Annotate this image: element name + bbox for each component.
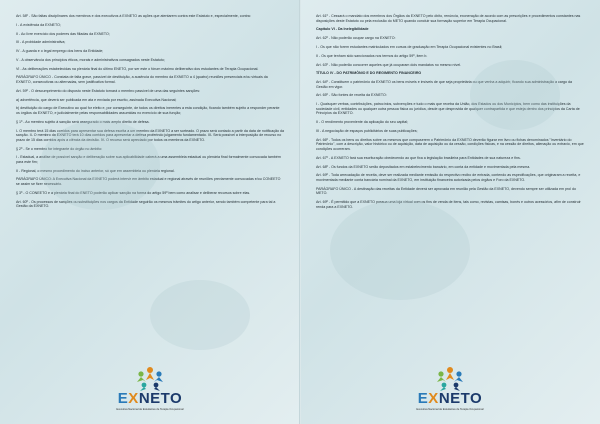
paragraph: I- O membro terá 15 dias corridos para apresentar sua defesa escrita a um membro da EXNETO a ser sorteado. O prazo será contado a partir da data de notificação da sanção. II- O membro da EXNETO terá 10 dias corridos para apresentar a defesa proferindo julgamento fundamentado. III- Será possível a interposição de recurso no prazo de 15 dias corridos após a ciência da decisão. IV- O recurso será apreciado por todos os membros da EXNETO. (16, 128, 285, 142)
paragraph: I - Quaisquer verbas, contribuições, patrocínios, subvenções e tudo o mais que receba da União, dos Estados ou dos Municípios, bem como das instituições da sociedade civil, entidades ou qualquer outra pessoa física ou jurídica, desde que desprovida de qualquer contrapartida e que esteja dentro dos princípios da Carta de Princípios da EXNETO. (316, 102, 580, 116)
logo-people-icon (433, 366, 467, 392)
paragraph: Art. 64º - Constituem o patrimônio da EXNETO os bens móveis e imóveis de que seja proprietária ou que venha a adquirir, ficando sua administração a cargo da Gestão em vigor. (316, 80, 572, 89)
background-stain (150, 280, 250, 350)
page-fold (299, 0, 301, 424)
paragraph: Art. 69º - Toda arrecadação de receita, deve ser realizada mediante emissão do respectivo recibo de entrada, contendo as especificações, que originaram a receita, e movimentada mediante conta bancária nominal da EXNETO, em instituição financeira autorizada pelos órgãos e Foro da EXNETO. (316, 173, 581, 182)
paragraph: PARÁGRAFO ÚNICO - A destinação das receitas da Entidade deverá ser aprovada em reunião pela Gestão da EXNETO, devendo sempre ser utilizada em prol do MEТO. (316, 186, 576, 196)
paragraph: II - Os que tenham sido sancionados nos termos do artigo 59º, item b. (316, 53, 428, 58)
paragraph: III - A probidade administrativa; (16, 40, 66, 45)
right-page (300, 0, 600, 424)
paragraph: Art. 62º - Não poderão ocupar cargo na EXNETO: (316, 36, 396, 41)
paragraph: a) advertência, que deverá ser publicada em ata e enviada por escrito, assinada Executiva Nacional; (16, 97, 177, 102)
paragraph: Art. 66º - Todos os bens ou direitos sobre os mesmos que compuserem o Patrimônio da EXNETO deverão figurar em livro ou fichas denominados "Inventário do Patrimônio", com a descrição, valor histórico ou de aquisição, data de aquisição ou da cessão, condições físicas, e na cessão de direitos, alienação ou extravio, em que condições ocorreram. (316, 137, 584, 151)
paragraph: Art. 59º - O descumprimento do disposto neste Estatuto tornará o membro passível de uma das seguintes sanções: (16, 88, 201, 93)
paragraph: IV - A guarda e o legal emprego dos bens da Entidade; (16, 49, 104, 54)
logo-people-icon (133, 366, 167, 392)
paragraph: Art. 65º - São fontes de receita da EXNETO: (316, 93, 387, 98)
paragraph: § 3º - O CONEETO e a plenária final do ENETO poderão aplicar sanção na forma do artigo 59º bem como analisar e deliberar recursos sobre elas. (16, 190, 251, 195)
paragraph: PARÁGRAFO ÚNICO - Constata de falta grave, passível de destituição, a ausência do membro da EXNETO a 4 (quatro) reuniões presenciais e/ou virtuais da EXNETO, consecutivas ou alternadas, sem justificativa formal. (16, 75, 268, 85)
brand-tagline: Executiva Nacional de Estudantes de Terapia Ocupacional (116, 408, 184, 411)
paragraph: I - Estadual, a análise de possível sanção e deliberação sobre sua aplicabilidade caberá a uma assembleia estadual ou plenária final formalmente convocada também para este fim; (16, 155, 281, 164)
brand-tagline: Executiva Nacional de Estudantes de Terapia Ocupacional (416, 408, 484, 411)
paragraph: PARÁGRAFO ÚNICO: A Executiva Nacional da EXNETO poderá intervir em âmbito estadual e regional através de reuniões previamente convocadas e/ou CONEETO se assim se fizer necessário. (16, 177, 281, 187)
brand-wordmark: EXNETO (417, 390, 483, 407)
exneto-logo (0, 366, 300, 411)
paragraph: Art. 67º - A EXNETO fará sua escrituração obedecendo ao que fixa a legislação brasileira para Entidades de sua natureza e fins. (316, 155, 521, 160)
paragraph: b) destituição do cargo de Executivo ao qual for eleito e, por conseguinte, de todos os direitos inerentes a esta condição, ficando também sujeito a responder perante os órgãos da EXNETO, e judicialmente pelas responsabilidades assumidas no exercício de sua função; (16, 106, 280, 115)
background-stain (470, 60, 560, 130)
paragraph: II - O rendimento proveniente da aplicação do seu capital; (316, 120, 409, 125)
title-heading: TÍTULO IV - DO PATRIMÔNIO E DO REGIMENTO FINANCEIRO (316, 71, 422, 76)
paragraph: II - Ao livre exercício dos poderes das filiadas da EXNETO; (16, 31, 110, 36)
paragraph: VI - As deliberações estabelecidas na plenária final do último ENETO, por ser este o fórum máximo deliberativo dos estudantes de Terapia Ocupacional. (16, 66, 259, 71)
exneto-logo (300, 366, 600, 411)
paragraph: Art. 68º - Os fundos da EXNETO serão depositados em estabelecimento bancário, em conta da entidade e movimentada pela mesma. (316, 164, 531, 169)
background-stain (40, 120, 160, 210)
paragraph: Art. 60º - Os processos de sanções ou substituições nos cargos da Entidade seguirão os mesmos trâmites do artigo anterior, sendo também competente para tal a Gestão da EXNETO. (16, 199, 276, 209)
paragraph: Art. 69º - É permitido que a EXNETO possua uma loja virtual com os fins de venda de itens, tais como, revistas, camisas, bonés e outros acessórios, afim de construir renda para a EXNETO. (316, 200, 581, 209)
paragraph: I - Os que não forem estudantes matriculados em cursos de graduação em Terapia Ocupacional existentes no Brasil; (316, 44, 503, 49)
paragraph: Art. 63º - Não poderão concorrer aqueles que já ocuparam dois mandatos no mesmo nível. (316, 62, 462, 67)
paragraph: III - A negociação de espaços publicitários de suas publicações; (316, 128, 418, 133)
paragraph: V - A observância dos princípios éticos, morais e administrativos consagrados neste Estatuto; (16, 57, 165, 62)
brand-wordmark: EXNETO (117, 390, 183, 407)
paragraph: I - A existência da EXNETO; (16, 22, 61, 27)
paragraph: § 1º - Ao membro sujeito à sanção será assegurado o mais amplo direito de defesa. (16, 119, 150, 124)
chapter-heading: Capítulo VI - Da Inelegibilidade (316, 27, 369, 32)
paragraph: § 2º - Se o membro for integrante do órgão no âmbito: (16, 146, 103, 151)
paragraph: Art. 61º - Cessará o mandato dos membros dos Órgãos da EXNETO pelo óbito, renúncia, exoneração de acordo com as prescrições e procedimentos constantes nas disposições deste Estatuto ou pela exclusão do MEТO quando concluir sua formação superior em Terapia Ocupacional. (316, 14, 581, 23)
background-stain (330, 200, 470, 300)
paragraph: II - Regional, o mesmo procedimento do inciso anterior, só que em assembleia ou plenária regional. (16, 168, 175, 173)
paragraph: Art. 58º - São faltas disciplinares dos membros e dos executivos à EXNETO as ações que atentarem contra este Estatuto e, especialmente, contra: (16, 14, 251, 18)
